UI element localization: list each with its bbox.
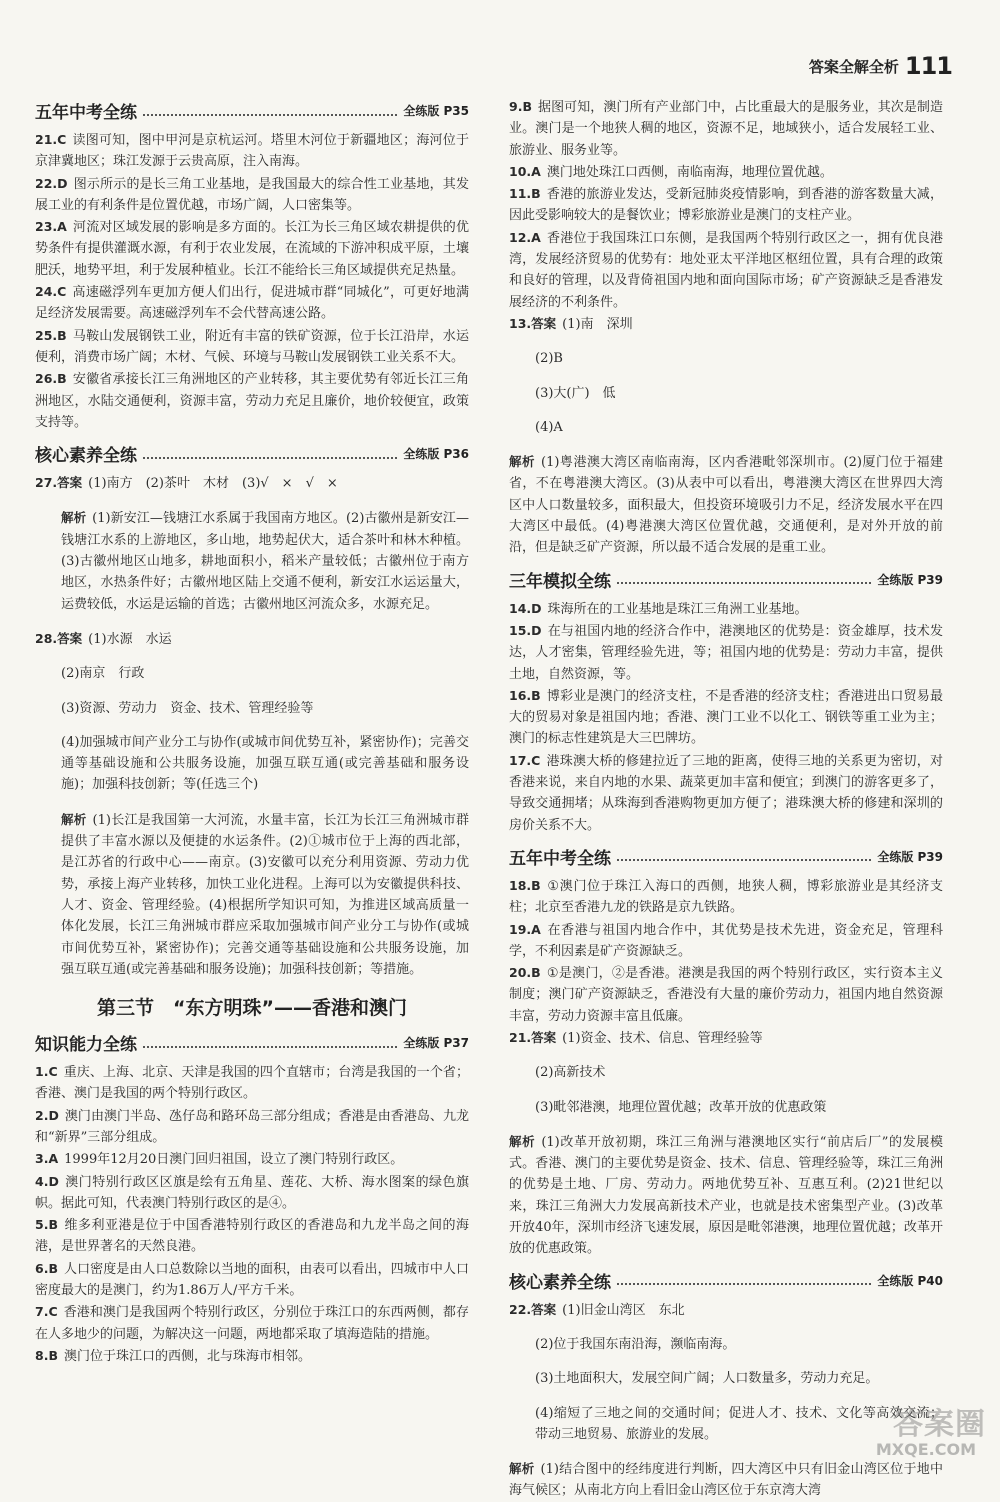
section-title: 五年中考全练 [35, 103, 137, 123]
answer-item [35, 628, 469, 650]
answer-line: (2)B [535, 351, 563, 367]
section-divider [143, 106, 397, 116]
answer-text: ①澳门位于珠江入海口的西侧，地狭人稠，博彩旅游业是其经济支柱；北京至香港九龙的铁路是京九铁路。 [509, 878, 943, 916]
answer-text: 1999年12月20日澳门回归祖国，设立了澳门特别行政区。 [64, 1152, 404, 1168]
question-number: 2.D [35, 1107, 59, 1123]
answer-text: 重庆、上海、北京、天津是我国的四个直辖市；台湾是我国的一个省；香港、澳门是我国的两个特别行政区。 [35, 1065, 469, 1102]
question-number: 1.C [35, 1064, 58, 1080]
section-ref: 全练版 P36 [403, 447, 469, 462]
answer-item [509, 1299, 943, 1321]
answer-text: 读图可知，图中甲河是京杭运河。塔里木河位于新疆地区；海河位于京津冀地区；珠江发源于云贵高原，注入南海。 [35, 133, 469, 170]
answer-text: 澳门由澳门半岛、氹仔岛和路环岛三部分组成；香港是由香港岛、九龙和“新界”三部分组成。 [35, 1108, 469, 1145]
section-title: 核心素养全练 [35, 446, 137, 467]
section-header [35, 441, 469, 466]
answer-line: (4)加强城市间产业分工与协作(或城市间优势互补，紧密协作)；完善交通等基础设施和公共服务设施，加强互联互通(或完善基础和服务设施)；加强科技创新；等(任选三个) [61, 734, 469, 793]
answer-text: 在与祖国内地的经济合作中，港澳地区的优势是：资金雄厚，技术发达，人才密集，管理经验先进，等；祖国内地的优势是：劳动力丰富，提供土地，自然资源，等。 [509, 623, 943, 682]
section-title: 五年中考全练 [509, 848, 611, 869]
answer-text: 澳门地处珠江口西侧，南临南海，地理位置优越。 [546, 164, 833, 180]
explanation-tag: 解析 [509, 454, 536, 470]
answer-text: (1)旧金山湾区 东北 [562, 1302, 685, 1318]
question-number: 27.答案 [35, 475, 83, 491]
answer-item [509, 1027, 943, 1049]
answer-item [509, 962, 943, 1027]
answer-text: 马鞍山发展钢铁工业，附近有丰富的铁矿资源，位于长江沿岸，水运便利，消费市场广阔；木材、气候、环境与马鞍山发展钢铁工业关系不大。 [35, 328, 469, 365]
answer-text: (1)南 深圳 [562, 316, 633, 332]
answer-item [35, 129, 469, 173]
answer-item [35, 216, 469, 281]
answer-item [35, 173, 469, 217]
question-number: 22.答案 [509, 1301, 557, 1317]
section-divider [143, 1038, 397, 1048]
answer-text: (1)南方 (2)茶叶 木材 (3)√ × √ × [88, 476, 338, 492]
right-column [509, 96, 943, 1502]
question-number: 15.D [509, 622, 542, 638]
answer-text: 河流对区域发展的影响是多方面的。长江为长三角区域农耕提供的优势条件有提供灌溉水源，有利于农业发展，在流域的下游冲积成平原，土壤肥沃，地势平坦，利于发展种植业。长江不能给长三角区域提供充足热量。 [35, 220, 469, 278]
answer-item [35, 325, 469, 369]
explanation-text: (1)长江是我国第一大河流，水量丰富，长江为长江三角洲城市群提供了丰富水源以及便捷的水运条件。(2)①城市位于上海的西北部，是江苏省的行政中心——南京。(3)安徽可以充分利用资源、劳动力优势，承接上海产业转移，加快工业化进程。上海可以为安徽提供科技、人才、资金、管理经验。(4)根据所学知识可知，为推进区域高质量一体化发展，长江三角洲城市群应采取加强城市间产业分工与协作(或城市间优势互补，紧密协作)；完善交通等基础设施和公共服务设施，加强互联互通(或完善基础和服务设施)；加强科技创新；等措施。 [61, 812, 469, 977]
answer-item [509, 875, 943, 919]
question-number: 5.B [35, 1217, 58, 1233]
answer-text: 人口密度是由人口总数除以当地的面积，由表可以看出，四城市中人口密度最大的是澳门，约为1.86万人/平方千米。 [35, 1261, 469, 1299]
answer-line: (2)高新技术 [535, 1065, 606, 1081]
answer-line: (4)A [535, 419, 563, 435]
section-divider [617, 574, 871, 584]
question-number: 23.A [35, 219, 67, 235]
answer-item [35, 1148, 469, 1170]
question-number: 17.C [509, 752, 541, 768]
question-number: 25.B [35, 327, 67, 343]
question-number: 3.A [35, 1151, 59, 1167]
answer-item [509, 919, 943, 963]
section-divider [617, 1275, 871, 1285]
answer-item [35, 1345, 469, 1367]
question-number: 8.B [35, 1347, 58, 1363]
section-ref: 全练版 P40 [877, 1273, 943, 1288]
answer-text: 珠海所在的工业基地是珠江三角洲工业基地。 [547, 601, 808, 617]
explanation-text: (1)新安江—钱塘江水系属于我国南方地区。(2)古徽州是新安江—钱塘江水系的上游地区，多山地，地势起伏大，适合茶叶和林木种植。(3)古徽州地区山地多，耕地面积小，稻米产量较低；古徽州位于南方地区，水热条件好；古徽州地区陆上交通不便利，新安江水运运量大，运费较低，水运是运输的首选；古徽州地区河流众多，水源充足。 [61, 511, 469, 612]
section-title: 核心素养全练 [509, 1272, 611, 1293]
explanation-text: (1)粤港澳大湾区南临南海，区内香港毗邻深圳市。(2)厦门位于福建省，不在粤港澳大湾区。(3)从表中可以看出，粤港澳大湾区在世界四大湾区中人口数量较多，面积最大，但投资环境吸引力不足，经济发展水平在四大湾区中最低。(4)粤港澳大湾区位置优越，交通便利，是对外开放的前沿，但是缺乏矿产资源，所以最不适合发展的是重工业。 [509, 455, 943, 556]
answer-item [35, 1214, 469, 1258]
answer-line: (4)缩短了三地之间的交通时间；促进人才、技术、文化等高效交流；带动三地贸易、旅游业的发展。 [535, 1405, 943, 1442]
answer-item [509, 750, 943, 836]
answer-item [35, 472, 469, 494]
answer-text: 安徽省承接长江三角洲地区的产业转移，其主要优势有邻近长江三角洲地区，水陆交通便利，资源丰富，劳动力充足且廉价，地价较便宜，政策支持等。 [35, 372, 469, 430]
answer-item [509, 161, 943, 183]
page-header [809, 52, 952, 80]
section-header [509, 1268, 943, 1293]
answer-text: 在香港与祖国内地合作中，其优势是技术先进，资金充足，管理科学，不利因素是矿产资源缺乏。 [509, 922, 943, 959]
explanation [509, 451, 943, 558]
answer-item [509, 620, 943, 685]
answer-text: 香港位于我国珠江口东侧，是我国两个特别行政区之一，拥有优良港湾，发展经济贸易的优势有：地处亚太平洋地区枢纽位置，具有合理的政策和良好的管理，以及背倚祖国内地和面向国际市场；矿产资源缺乏是香港发展经济的不利条件。 [509, 230, 943, 310]
section-title: 知识能力全练 [35, 1035, 137, 1056]
question-number: 11.B [509, 186, 541, 202]
answer-text: 高速磁浮列车更加方便人们出行，促进城市群“同城化”，可更好地满足经济发展需要。高速磁浮列车不会代替高速公路。 [35, 285, 469, 322]
answer-text: 香港和澳门是我国两个特别行政区，分别位于珠江口的东西两侧，都存在人多地少的问题，为解决这一问题，两地都采取了填海造陆的措施。 [35, 1305, 469, 1342]
section-title: 三年模拟全练 [509, 571, 611, 592]
question-number: 18.B [509, 877, 541, 893]
explanation-tag: 解析 [509, 1461, 535, 1477]
answer-line: (3)大(广) 低 [535, 385, 616, 401]
answer-text: (1)水源 水运 [88, 631, 172, 647]
answer-text: 博彩业是澳门的经济支柱，不是香港的经济支柱；香港进出口贸易最大的贸易对象是祖国内地；香港、澳门工业不以化工、钢铁等重工业为主；澳门的标志性建筑是大三巴牌坊。 [509, 688, 943, 747]
answer-item [35, 1258, 469, 1302]
question-number: 10.A [509, 163, 541, 179]
explanation [509, 1458, 943, 1502]
answer-item [35, 1171, 469, 1215]
section-header [35, 1030, 469, 1055]
answer-item [509, 598, 943, 620]
explanation [35, 809, 469, 980]
section-header [509, 844, 943, 869]
answer-text: 据图可知，澳门所有产业部门中，占比重最大的是服务业，其次是制造业。澳门是一个地狭人稠的地区，资源不足，地域狭小，适合发展轻工业、旅游业、服务业等。 [509, 100, 943, 158]
answer-text: ①是澳门，②是香港。港澳是我国的两个特别行政区，实行资本主义制度；澳门矿产资源缺乏，香港没有大量的廉价劳动力，祖国内地自然资源丰富，劳动力资源丰富且低廉。 [509, 966, 943, 1024]
answer-item [35, 1301, 469, 1345]
section-ref: 全练版 P39 [877, 849, 943, 864]
answer-line: (2)位于我国东南沿海，濒临南海。 [535, 1336, 736, 1352]
question-number: 13.答案 [509, 315, 557, 331]
page-number: 111 [904, 52, 952, 80]
answer-item [35, 368, 469, 433]
question-number: 19.A [509, 921, 541, 937]
header-title: 答案全解全析 [808, 57, 899, 76]
section-ref: 全练版 P39 [877, 572, 943, 587]
question-number: 6.B [35, 1260, 58, 1276]
answer-text: 图示所示的是长三角工业基地，是我国最大的综合性工业基地，其发展工业的有利条件是位置优越，市场广阔，人口密集等。 [35, 176, 469, 213]
explanation-tag: 解析 [61, 811, 87, 827]
answer-text: 香港的旅游业发达，受新冠肺炎疫情影响，到香港的游客数量大减，因此受影响较大的是餐饮业；博彩旅游业是澳门的支柱产业。 [509, 187, 943, 224]
answer-text: 澳门位于珠江口的西侧，北与珠海市相邻。 [63, 1348, 311, 1364]
explanation-tag: 解析 [509, 1133, 536, 1149]
left-column [35, 96, 469, 1367]
answer-text: 澳门特别行政区区旗是绘有五角星、莲花、大桥、海水图案的绿色旗帜。据此可知，代表澳门特别行政区的是④。 [35, 1174, 469, 1211]
explanation-tag: 解析 [61, 510, 87, 526]
section-header [35, 98, 469, 123]
section-divider [143, 449, 397, 459]
answer-item [509, 685, 943, 750]
answer-line: (3)资源、劳动力 资金、技术、管理经验等 [61, 700, 314, 716]
question-number: 12.A [509, 229, 541, 245]
section-ref: 全练版 P37 [403, 1036, 469, 1051]
question-number: 21.答案 [509, 1029, 557, 1045]
question-number: 26.B [35, 371, 67, 387]
answer-text: (1)资金、技术、信息、管理经验等 [562, 1030, 763, 1046]
chapter-title: 第三节 “东方明珠”——香港和澳门 [97, 997, 407, 1020]
question-number: 14.D [509, 600, 542, 616]
answer-line: (3)毗邻港澳，地理位置优越；改革开放的优惠政策 [535, 1099, 827, 1115]
answer-text: 港珠澳大桥的修建拉近了三地的距离，使得三地的关系更为密切，对香港来说，来自内地的水果、蔬菜更加丰富和便宜；到澳门的游客更多了，导致交通拥堵；从珠海到香港购物更加方便了；港珠澳大桥的修建和深圳的房价关系不大。 [509, 753, 943, 833]
watermark-logo: 答案圈 [893, 1407, 986, 1442]
answer-item [509, 313, 943, 335]
watermark-url: MXQE.COM [875, 1440, 976, 1459]
question-number: 7.C [35, 1304, 58, 1320]
section-header [509, 567, 943, 592]
answer-item [35, 1061, 469, 1105]
question-number: 16.B [509, 687, 541, 703]
answer-item [509, 96, 943, 161]
question-number: 20.B [509, 965, 541, 981]
answer-item [509, 183, 943, 227]
question-number: 22.D [35, 175, 68, 191]
answer-line: (2)南京 行政 [61, 666, 145, 682]
section-ref: 全练版 P35 [403, 104, 469, 118]
answer-item [35, 1105, 469, 1149]
section-divider [617, 851, 871, 861]
answer-text: 维多利亚港是位于中国香港特别行政区的香港岛和九龙半岛之间的海港，是世界著名的天然良港。 [35, 1218, 469, 1255]
explanation [35, 507, 469, 614]
answer-item [35, 281, 469, 325]
explanation-text: (1)结合图中的经纬度进行判断，四大湾区中只有旧金山湾区位于地中海气候区；从南北方向上看旧金山湾区位于东京湾大湾 [509, 1462, 943, 1499]
question-number: 24.C [35, 284, 67, 300]
question-number: 28.答案 [35, 630, 83, 646]
explanation-text: (1)改革开放初期，珠江三角洲与港澳地区实行“前店后厂”的发展模式。香港、澳门的主要优势是资金、技术、信息、管理经验等，珠江三角洲的优势是土地、厂房、劳动力。两地优势互补、互惠互利。(2)21世纪以来，珠江三角洲大力发展高新技术产业，也就是技术密集型产业。(3)改革开放40年，深圳市经济飞速发展，原因是毗邻港澳，地理位置优越；改革开放的优惠政策。 [509, 1134, 943, 1257]
explanation [509, 1131, 943, 1260]
question-number: 4.D [35, 1173, 59, 1189]
question-number: 21.C [35, 132, 67, 147]
answer-line: (3)土地面积大，发展空间广阔；人口数量多，劳动力充足。 [535, 1371, 879, 1387]
question-number: 9.B [509, 99, 532, 114]
answer-item [509, 227, 943, 313]
